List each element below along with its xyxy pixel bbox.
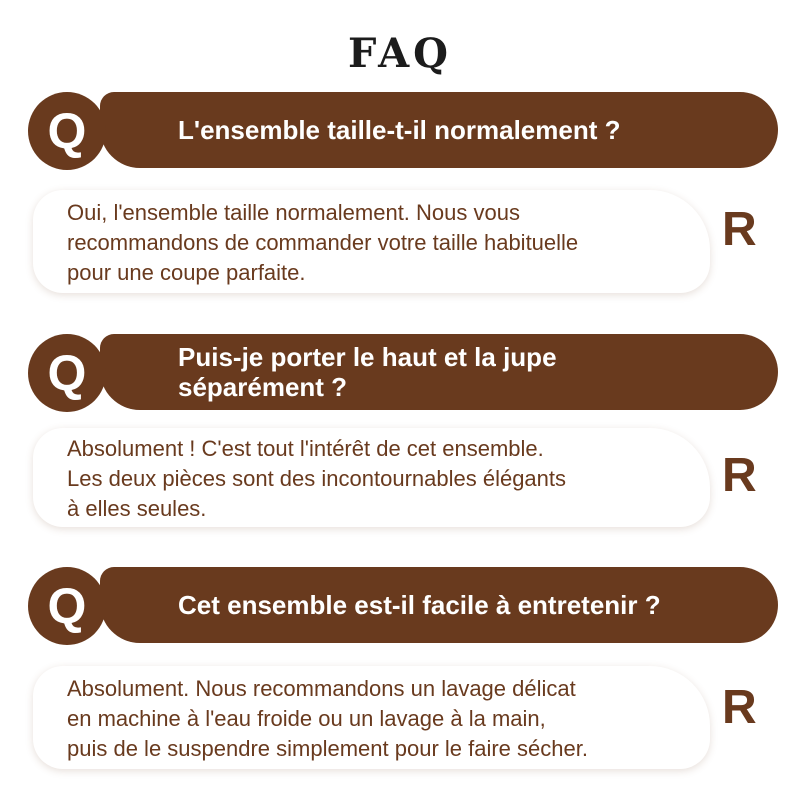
answer-line: pour une coupe parfaite.	[67, 260, 306, 285]
question-label: Cet ensemble est-il facile à entretenir ?	[178, 590, 661, 620]
r-badge-icon: R	[722, 449, 757, 502]
answer-line: Oui, l'ensemble taille normalement. Nous vous	[67, 200, 520, 225]
answer-line: à elles seules.	[67, 496, 207, 521]
question-text	[178, 92, 758, 168]
page-title: FAQ	[348, 30, 452, 77]
question-text	[178, 567, 758, 643]
answer-line: Les deux pièces sont des incontournables élégants	[67, 466, 567, 491]
answer-line: Absolument. Nous recommandons un lavage délicat	[67, 676, 576, 701]
answer-line: en machine à l'eau froide ou un lavage à la main,	[67, 706, 546, 731]
question-label: L'ensemble taille-t-il normalement ?	[178, 115, 621, 145]
answer-text	[67, 198, 687, 288]
answer-line: recommandons de commander votre taille habituelle	[67, 230, 579, 255]
question-line: séparément ?	[178, 372, 348, 402]
answer-line: puis de le suspendre simplement pour le faire sécher.	[67, 736, 588, 761]
question-text	[178, 334, 758, 410]
answer-text	[67, 434, 687, 524]
question-line: Puis-je porter le haut et la jupe	[178, 342, 557, 372]
r-badge-icon: R	[722, 681, 757, 734]
q-badge-icon: Q	[28, 334, 106, 412]
q-badge-icon: Q	[28, 567, 106, 645]
q-badge-icon: Q	[28, 92, 106, 170]
answer-text	[67, 674, 687, 764]
question-row[interactable]	[0, 92, 800, 170]
r-badge-icon: R	[722, 203, 757, 256]
question-row[interactable]	[0, 567, 800, 645]
answer-line: Absolument ! C'est tout l'intérêt de cet ensemble.	[67, 436, 544, 461]
question-row[interactable]	[0, 334, 800, 412]
